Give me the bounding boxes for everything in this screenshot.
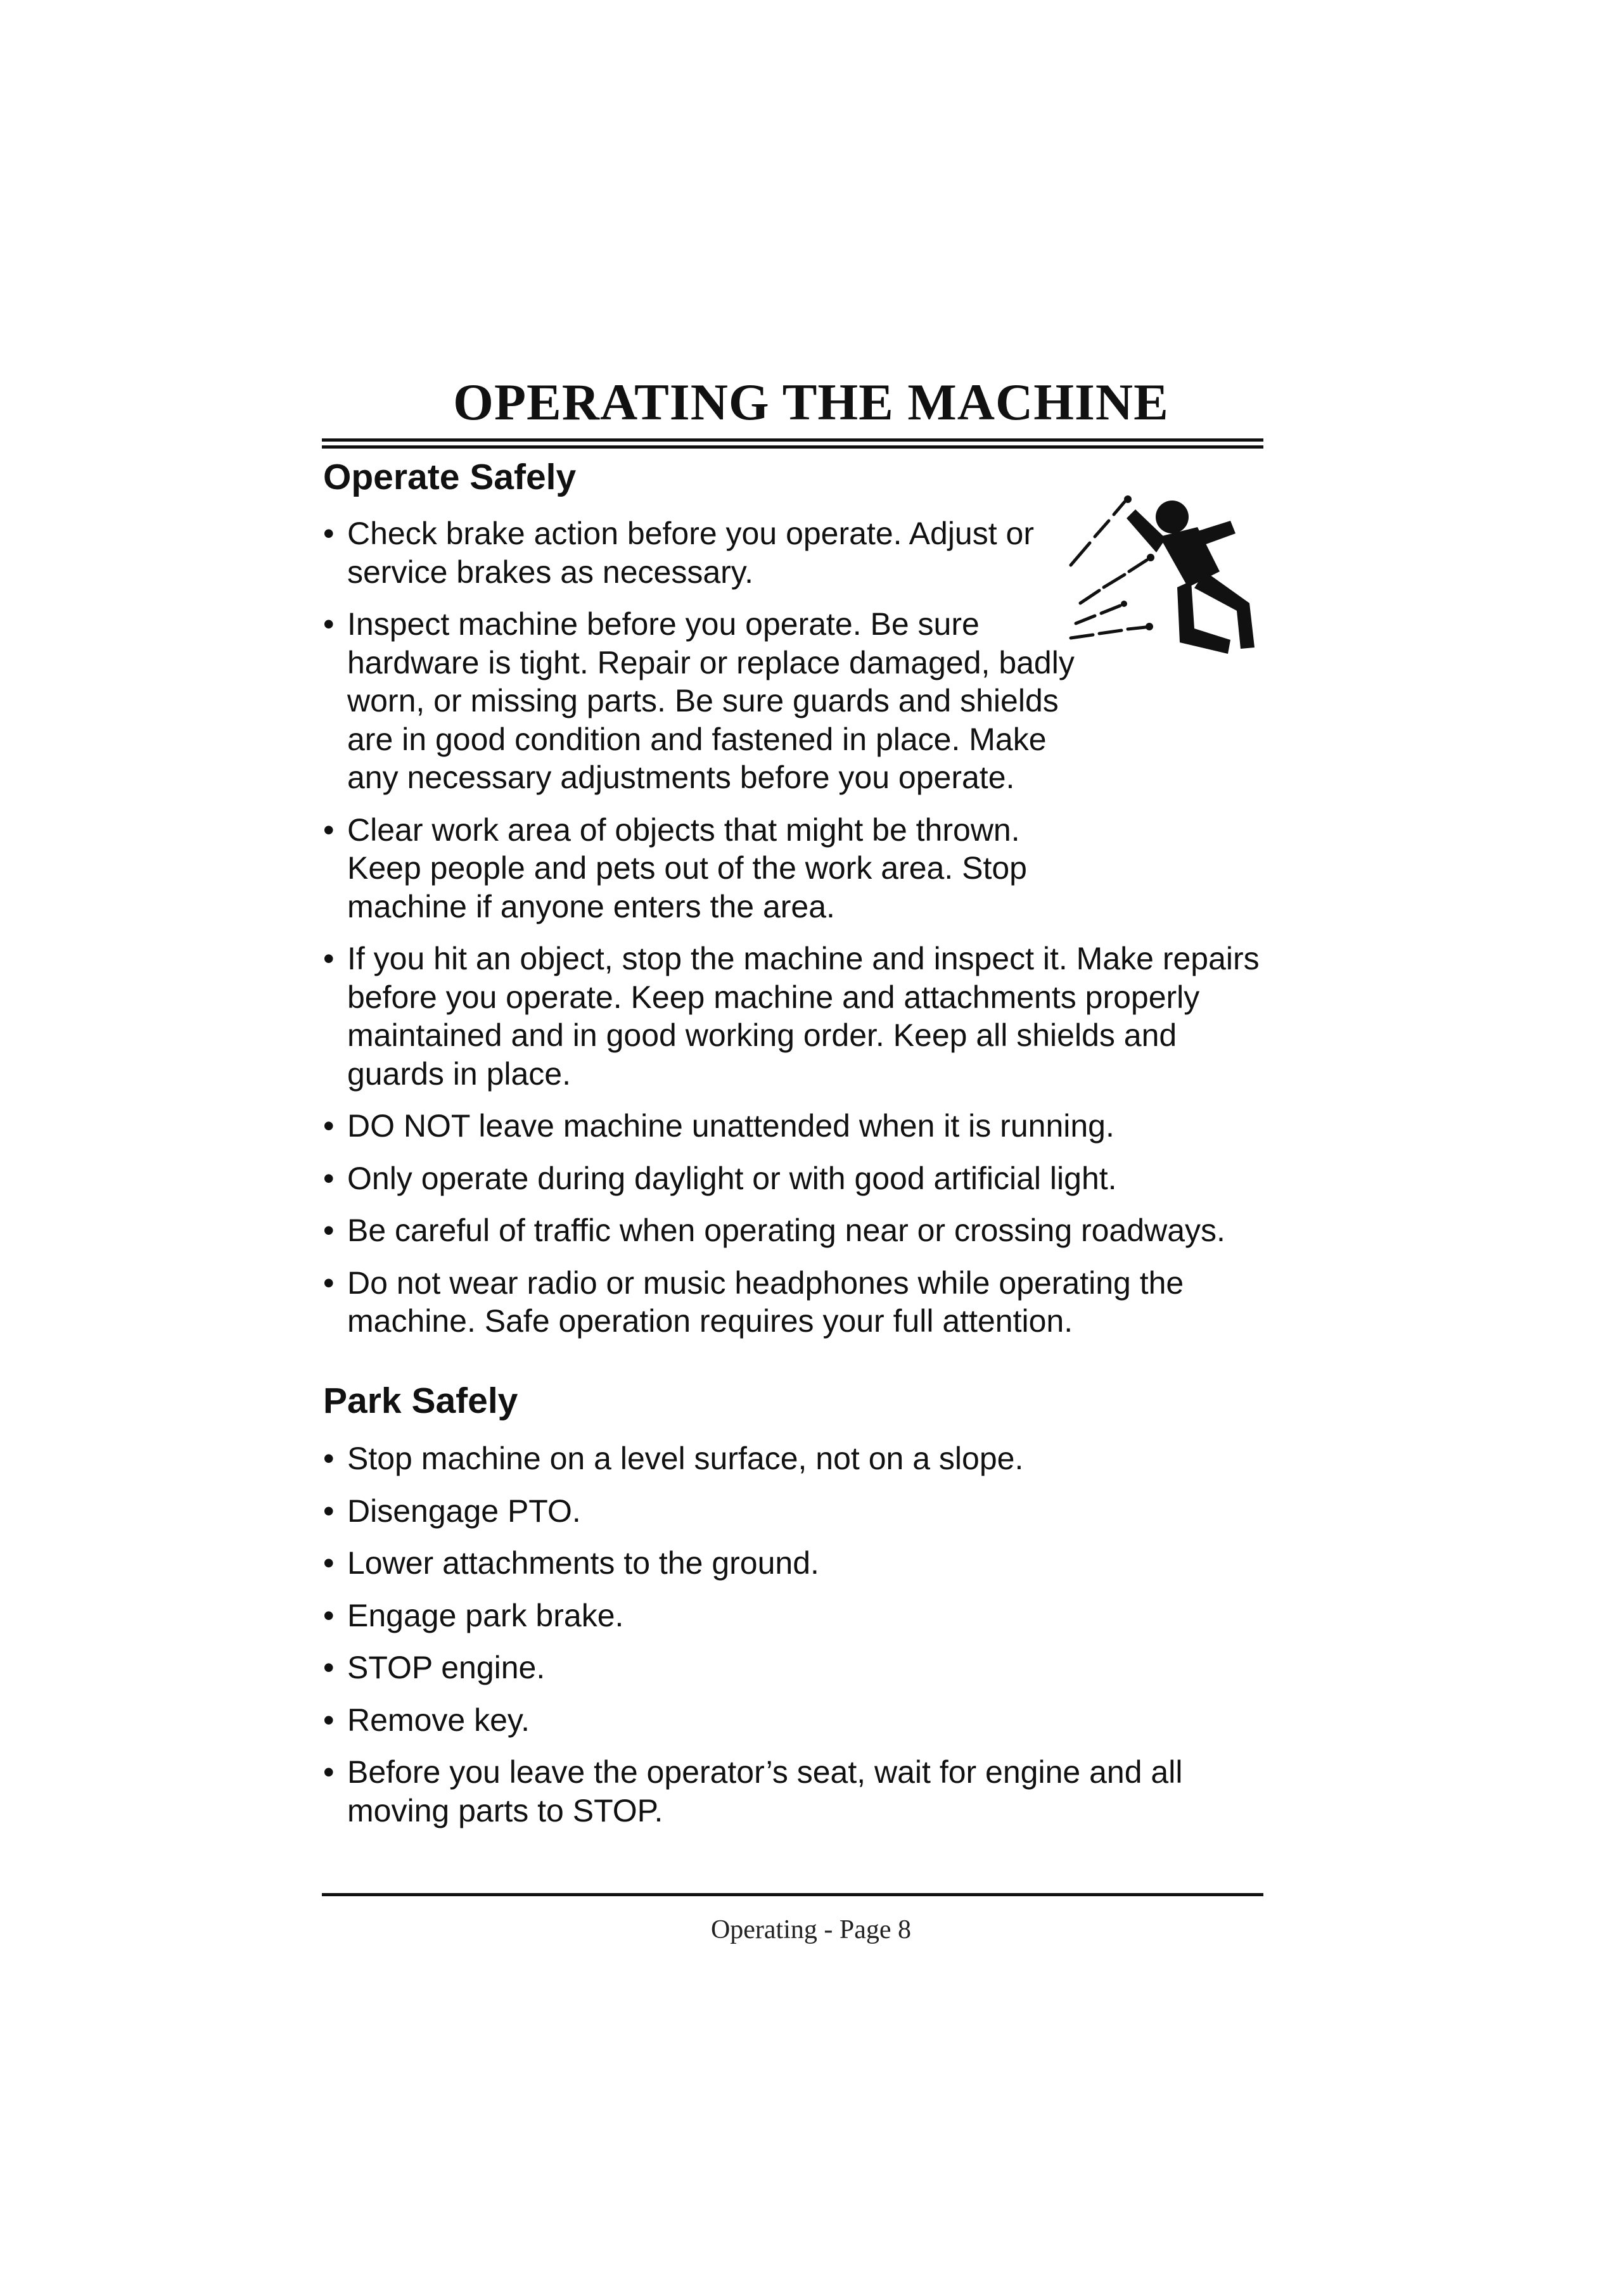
list-item [323, 514, 1095, 591]
list-item-text: Disengage PTO. [347, 1493, 581, 1529]
list-item-text: Only operate during daylight or with good artificial light. [347, 1160, 1117, 1196]
bullet-dot: • [323, 812, 335, 848]
bullet-dot: • [323, 1702, 335, 1738]
list-item-text: Check brake action before you operate. Adjust or service brakes as necessary. [347, 516, 1034, 590]
list-item [323, 1264, 1274, 1341]
section-heading-operate-safely: Operate Safely [323, 457, 577, 497]
list-item-text: DO NOT leave machine unattended when it is running. [347, 1108, 1114, 1144]
bullet-dot: • [323, 1265, 335, 1301]
list-item-text: Before you leave the operator’s seat, wait for engine and all moving parts to STOP. [347, 1754, 1183, 1828]
bullet-dot: • [323, 1108, 335, 1144]
list-item [323, 940, 1274, 1093]
bullet-dot: • [323, 1160, 335, 1196]
list-item [323, 1597, 1274, 1635]
list-item-text: Stop machine on a level surface, not on a slope. [347, 1441, 1024, 1476]
title-double-rule [322, 438, 1263, 449]
list-item [323, 1107, 1274, 1145]
list-item-text: Engage park brake. [347, 1597, 624, 1633]
list-item [323, 1753, 1274, 1830]
bullet-dot: • [323, 1213, 335, 1248]
list-item [323, 1492, 1274, 1531]
list-item-text: Be careful of traffic when operating near or crossing roadways. [347, 1213, 1225, 1248]
list-item [323, 1211, 1274, 1250]
bullet-dot: • [323, 1493, 335, 1529]
list-item-text: Do not wear radio or music headphones while operating the machine. Safe operation requires your full attention. [347, 1265, 1184, 1339]
list-item-text: Remove key. [347, 1702, 530, 1738]
bullet-dot: • [323, 941, 335, 976]
list-item-text: STOP engine. [347, 1650, 546, 1685]
bullet-dot: • [323, 1545, 335, 1581]
bullet-dot: • [323, 1441, 335, 1476]
bullet-dot: • [323, 1754, 335, 1790]
bullet-dot: • [323, 1650, 335, 1685]
section-heading-park-safely: Park Safely [323, 1381, 518, 1421]
footer-rule [322, 1893, 1263, 1896]
list-item [323, 1649, 1274, 1687]
list-item [323, 605, 1095, 797]
list-item-text: If you hit an object, stop the machine and inspect it. Make repairs before you operate. Keep machine and attachments properly maintained and in good working order. Keep all shields and guards in place. [347, 941, 1260, 1092]
bullet-dot: • [323, 606, 335, 642]
list-item-text: Lower attachments to the ground. [347, 1545, 819, 1581]
list-item [323, 1544, 1274, 1583]
list-item [323, 1439, 1274, 1478]
operate-safely-list [323, 514, 1274, 1355]
list-item [323, 811, 1082, 926]
list-item-text: Clear work area of objects that might be thrown. Keep people and pets out of the work area. Stop machine if anyone enters the area. [347, 812, 1027, 924]
list-item [323, 1159, 1274, 1198]
page-footer: Operating - Page 8 [710, 1915, 912, 1944]
page-title: OPERATING THE MACHINE [453, 373, 1169, 431]
list-item-text: Inspect machine before you operate. Be sure hardware is tight. Repair or replace damaged, badly worn, or missing parts. Be sure guards and shields are in good condition and fastened in place. Make any necessary adjustments before you operate. [347, 606, 1075, 795]
list-item [323, 1701, 1274, 1740]
bullet-dot: • [323, 1597, 335, 1633]
park-safely-list [323, 1439, 1274, 1844]
bullet-dot: • [323, 516, 335, 551]
